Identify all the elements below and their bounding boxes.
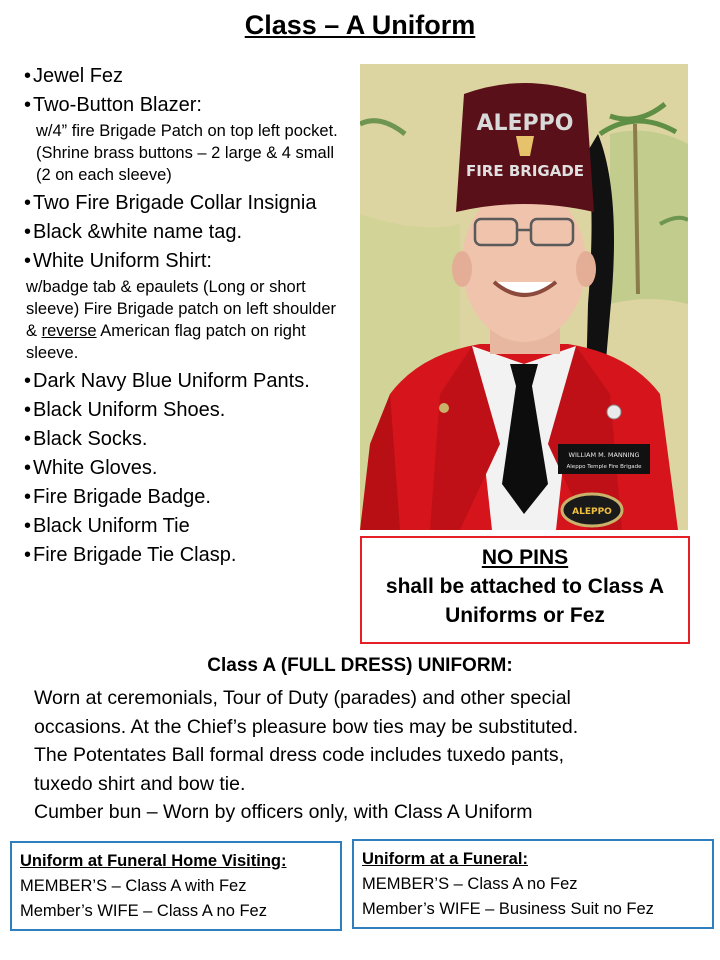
right-ear (576, 251, 596, 287)
list-item: •Fire Brigade Badge. (24, 486, 211, 508)
visiting-line-2: Member’s WIFE – Class A no Fez (20, 902, 267, 920)
no-pins-notice (360, 536, 690, 644)
shirt-detail: w/badge tab & epaulets (Long or short sleeve) Fire Brigade patch on left shoulder & reverse American flag patch on right sleeve. (26, 278, 337, 362)
funeral-home-visiting-box (10, 841, 342, 931)
notice-line-1: shall be attached to Class A (385, 575, 665, 598)
full-dress-line: Worn at ceremonials, Tour of Duty (parades) and other special (34, 687, 571, 709)
list-item: •Two-Button Blazer: (24, 94, 202, 116)
notice-line-2: Uniforms or Fez (445, 604, 605, 627)
left-ear (452, 251, 472, 287)
name-tag-line2: Aleppo Temple Fire Brigade (566, 464, 642, 470)
funeral-box (352, 839, 714, 929)
fez-text-bottom: FIRE BRIGADE (465, 162, 585, 180)
list-item: •Fire Brigade Tie Clasp. (24, 544, 237, 566)
funeral-heading: Uniform at a Funeral: (362, 850, 528, 868)
full-dress-heading: Class A (FULL DRESS) UNIFORM: (207, 655, 513, 676)
list-item: •Dark Navy Blue Uniform Pants. (24, 370, 310, 392)
face (462, 186, 586, 342)
full-dress-line: tuxedo shirt and bow tie. (34, 772, 246, 795)
uniform-items-list (24, 62, 354, 570)
list-item: •Black &white name tag. (24, 221, 242, 243)
reverse-emphasis: reverse (41, 322, 97, 340)
full-dress-line: occasions. At the Chief’s pleasure bow ties may be substituted. (34, 715, 579, 738)
full-dress-line: The Potentates Ball formal dress code includes tuxedo pants, (34, 744, 565, 767)
full-dress-description (34, 684, 694, 827)
list-item: •Black Uniform Shoes. (24, 399, 226, 421)
list-item: •Black Uniform Tie (24, 515, 190, 537)
list-item: •Black Socks. (24, 428, 148, 450)
member-photo-illustration (360, 64, 688, 530)
visiting-line-1: MEMBER’S – Class A with Fez (20, 877, 247, 895)
list-item: •White Gloves. (24, 457, 158, 479)
visiting-heading: Uniform at Funeral Home Visiting: (20, 852, 287, 870)
list-item: •Two Fire Brigade Collar Insignia (24, 192, 317, 214)
funeral-line-2: Member’s WIFE – Business Suit no Fez (362, 900, 654, 918)
collar-insignia-right (607, 405, 621, 419)
patch-text: ALEPPO (572, 507, 612, 517)
blazer-detail: w/4” fire Brigade Patch on top left pocket. (Shrine brass buttons – 2 large & 4 small (2 on each sleeve) (36, 122, 338, 184)
notice-heading: NO PINS (481, 546, 569, 569)
list-item: •Jewel Fez (24, 65, 124, 87)
page-title: Class – A Uniform (244, 10, 476, 40)
collar-insignia-left (439, 403, 449, 413)
funeral-line-1: MEMBER’S – Class A no Fez (362, 875, 578, 893)
name-tag-line1: WILLIAM M. MANNING (568, 451, 640, 459)
list-item: •White Uniform Shirt: (24, 250, 212, 272)
full-dress-line: Cumber bun – Worn by officers only, with Class A Uniform (34, 801, 533, 824)
fez-text-top: ALEPPO (476, 111, 574, 136)
member-photo (360, 64, 688, 530)
